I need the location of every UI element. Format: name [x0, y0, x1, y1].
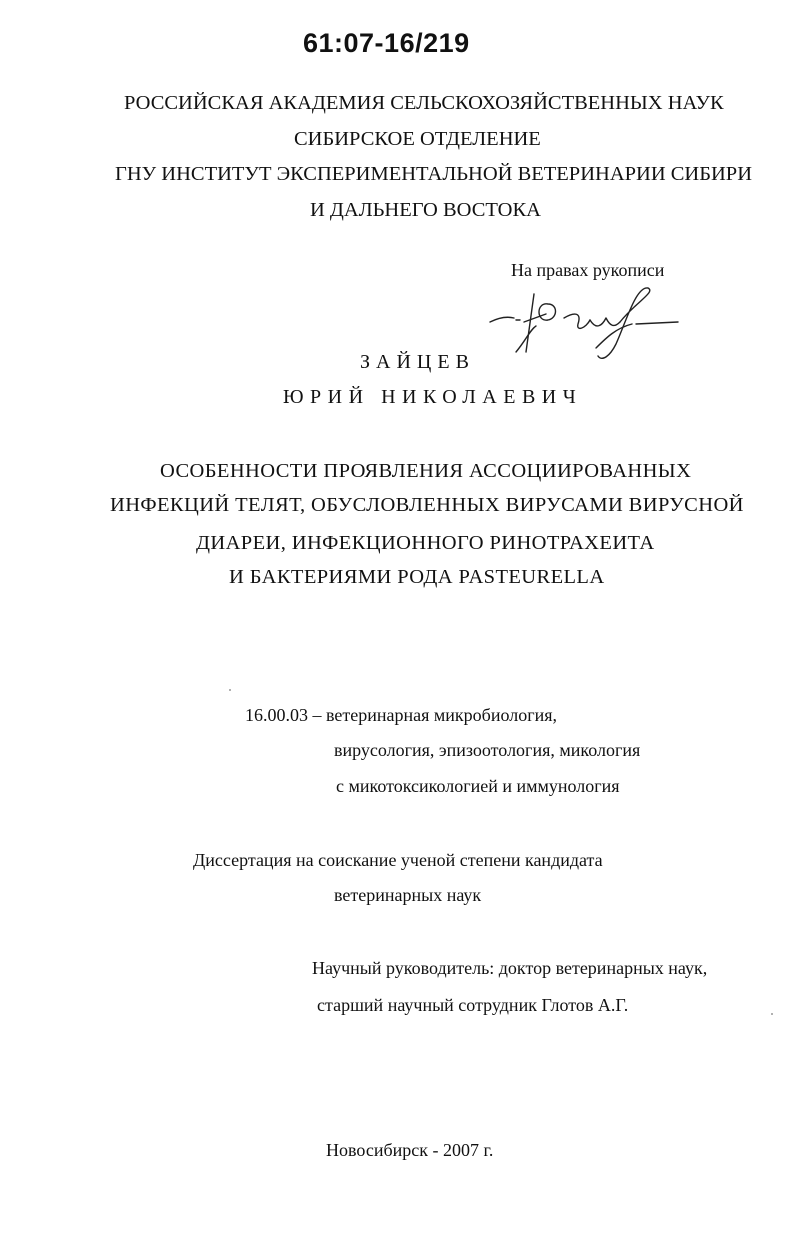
institution-line-4: И ДАЛЬНЕГО ВОСТОКА	[310, 199, 541, 221]
supervisor-line-1: Научный руководитель: доктор ветеринарных наук,	[312, 958, 708, 978]
dissertation-line-2: ветеринарных наук	[334, 885, 482, 905]
scan-speck	[771, 1013, 773, 1015]
archive-stamp-number: 61:07-16/219	[303, 28, 470, 58]
specialty-line-3: с микотоксикологией и иммунология	[336, 776, 620, 796]
institution-line-1: РОССИЙСКАЯ АКАДЕМИЯ СЕЛЬСКОХОЗЯЙСТВЕННЫХ НАУК	[124, 92, 724, 114]
author-given-names: ЮРИЙ НИКОЛАЕВИЧ	[283, 386, 583, 408]
rights-note: На правах рукописи	[511, 260, 665, 280]
scan-speck	[229, 689, 231, 691]
thesis-title-line-1: ОСОБЕННОСТИ ПРОЯВЛЕНИЯ АССОЦИИРОВАННЫХ	[160, 460, 692, 482]
supervisor-line-2: старший научный сотрудник Глотов А.Г.	[317, 995, 629, 1015]
thesis-title-line-4: И БАКТЕРИЯМИ РОДА PASTEURELLA	[229, 566, 605, 588]
handwritten-signature	[486, 282, 686, 366]
institution-line-3: ГНУ ИНСТИТУТ ЭКСПЕРИМЕНТАЛЬНОЙ ВЕТЕРИНАРИИ СИБИРИ	[115, 163, 753, 185]
specialty-line-1: 16.00.03 – ветеринарная микробиология,	[245, 705, 557, 725]
city-year: Новосибирск - 2007 г.	[326, 1140, 494, 1160]
thesis-title-line-3: ДИАРЕИ, ИНФЕКЦИОННОГО РИНОТРАХЕИТА	[196, 532, 655, 554]
specialty-line-2: вирусология, эпизоотология, микология	[334, 740, 641, 760]
author-surname: ЗАЙЦЕВ	[360, 351, 475, 373]
thesis-title-line-2: ИНФЕКЦИЙ ТЕЛЯТ, ОБУСЛОВЛЕННЫХ ВИРУСАМИ ВИРУСНОЙ	[110, 494, 744, 516]
dissertation-line-1: Диссертация на соискание ученой степени кандидата	[193, 850, 603, 870]
institution-line-2: СИБИРСКОЕ ОТДЕЛЕНИЕ	[294, 128, 541, 150]
